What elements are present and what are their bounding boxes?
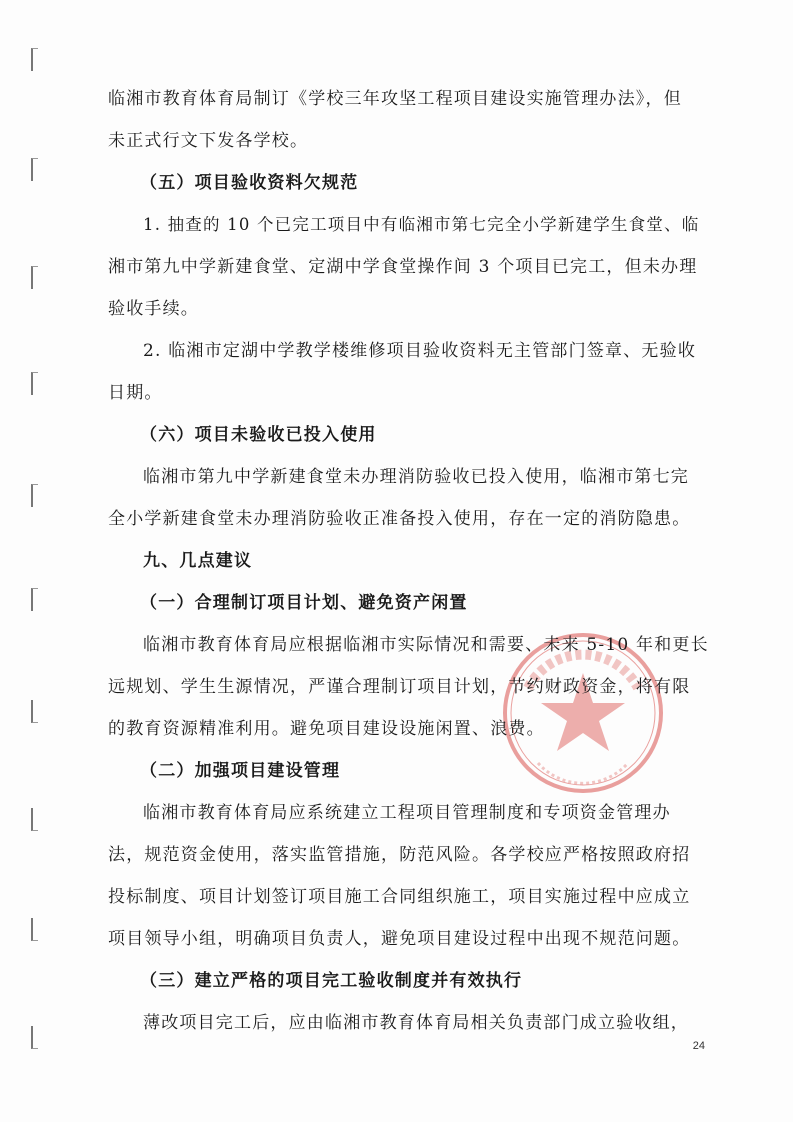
binding-mark (31, 588, 38, 611)
body-line: 薄改项目完工后，应由临湘市教育体育局相关负责部门成立验收组， (143, 1013, 689, 1033)
body-line: 临湘市教育体育局制订《学校三年攻坚工程项目建设实施管理办法》，但 (108, 89, 682, 109)
binding-mark (31, 48, 38, 71)
body-line: 临湘市教育体育局应系统建立工程项目管理制度和专项资金管理办 (143, 803, 671, 823)
body-line: 投标制度、项目计划签订项目施工合同组织施工，项目实施过程中应成立 (108, 887, 691, 907)
document-body (108, 86, 712, 1052)
binding-mark (31, 484, 38, 507)
body-line: 未正式行文下发各学校。 (108, 131, 309, 151)
body-line: 的教育资源精准利用。避免项目建设设施闲置、浪费。 (108, 719, 545, 739)
body-line: 临湘市第九中学新建食堂未办理消防验收已投入使用，临湘市第七完 (143, 467, 689, 487)
section-subheading: （三）建立严格的项目完工验收制度并有效执行 (140, 971, 523, 991)
body-line: 湘市第九中学新建食堂、定湖中学食堂操作间 3 个项目已完工，但未办理 (108, 257, 698, 277)
page-number: 24 (692, 1040, 705, 1052)
body-line: 临湘市教育体育局应根据临湘市实际情况和需要、未来 5-10 年和更长 (143, 635, 709, 655)
binding-mark (31, 158, 38, 181)
body-line: 1. 抽查的 10 个已完工项目中有临湘市第七完全小学新建学生食堂、临 (143, 215, 700, 234)
body-line: 验收手续。 (108, 299, 199, 319)
body-line: 远规划、学生生源情况，严谨合理制订项目计划，节约财政资金，将有限 (108, 677, 691, 697)
body-line: 全小学新建食堂未办理消防验收正准备投入使用，存在一定的消防隐患。 (108, 509, 691, 529)
section-heading: 九、几点建议 (143, 551, 253, 571)
section-subheading: （一）合理制订项目计划、避免资产闲置 (140, 593, 468, 613)
binding-mark (31, 266, 38, 289)
body-line: 2. 临湘市定湖中学教学楼维修项目验收资料无主管部门签章、无验收 (143, 341, 697, 361)
binding-mark (31, 918, 38, 941)
binding-mark (31, 700, 38, 723)
binding-mark (31, 808, 38, 831)
body-line: 项目领导小组，明确项目负责人，避免项目建设过程中出现不规范问题。 (108, 929, 691, 949)
body-line: 日期。 (108, 383, 163, 403)
section-subheading: （二）加强项目建设管理 (140, 761, 341, 781)
binding-mark (31, 372, 38, 395)
section-subheading: （六）项目未验收已投入使用 (140, 425, 377, 445)
section-subheading: （五）项目验收资料欠规范 (140, 173, 359, 193)
binding-mark (31, 1026, 38, 1049)
body-line: 法，规范资金使用，落实监管措施，防范风险。各学校应严格按照政府招 (108, 845, 691, 865)
